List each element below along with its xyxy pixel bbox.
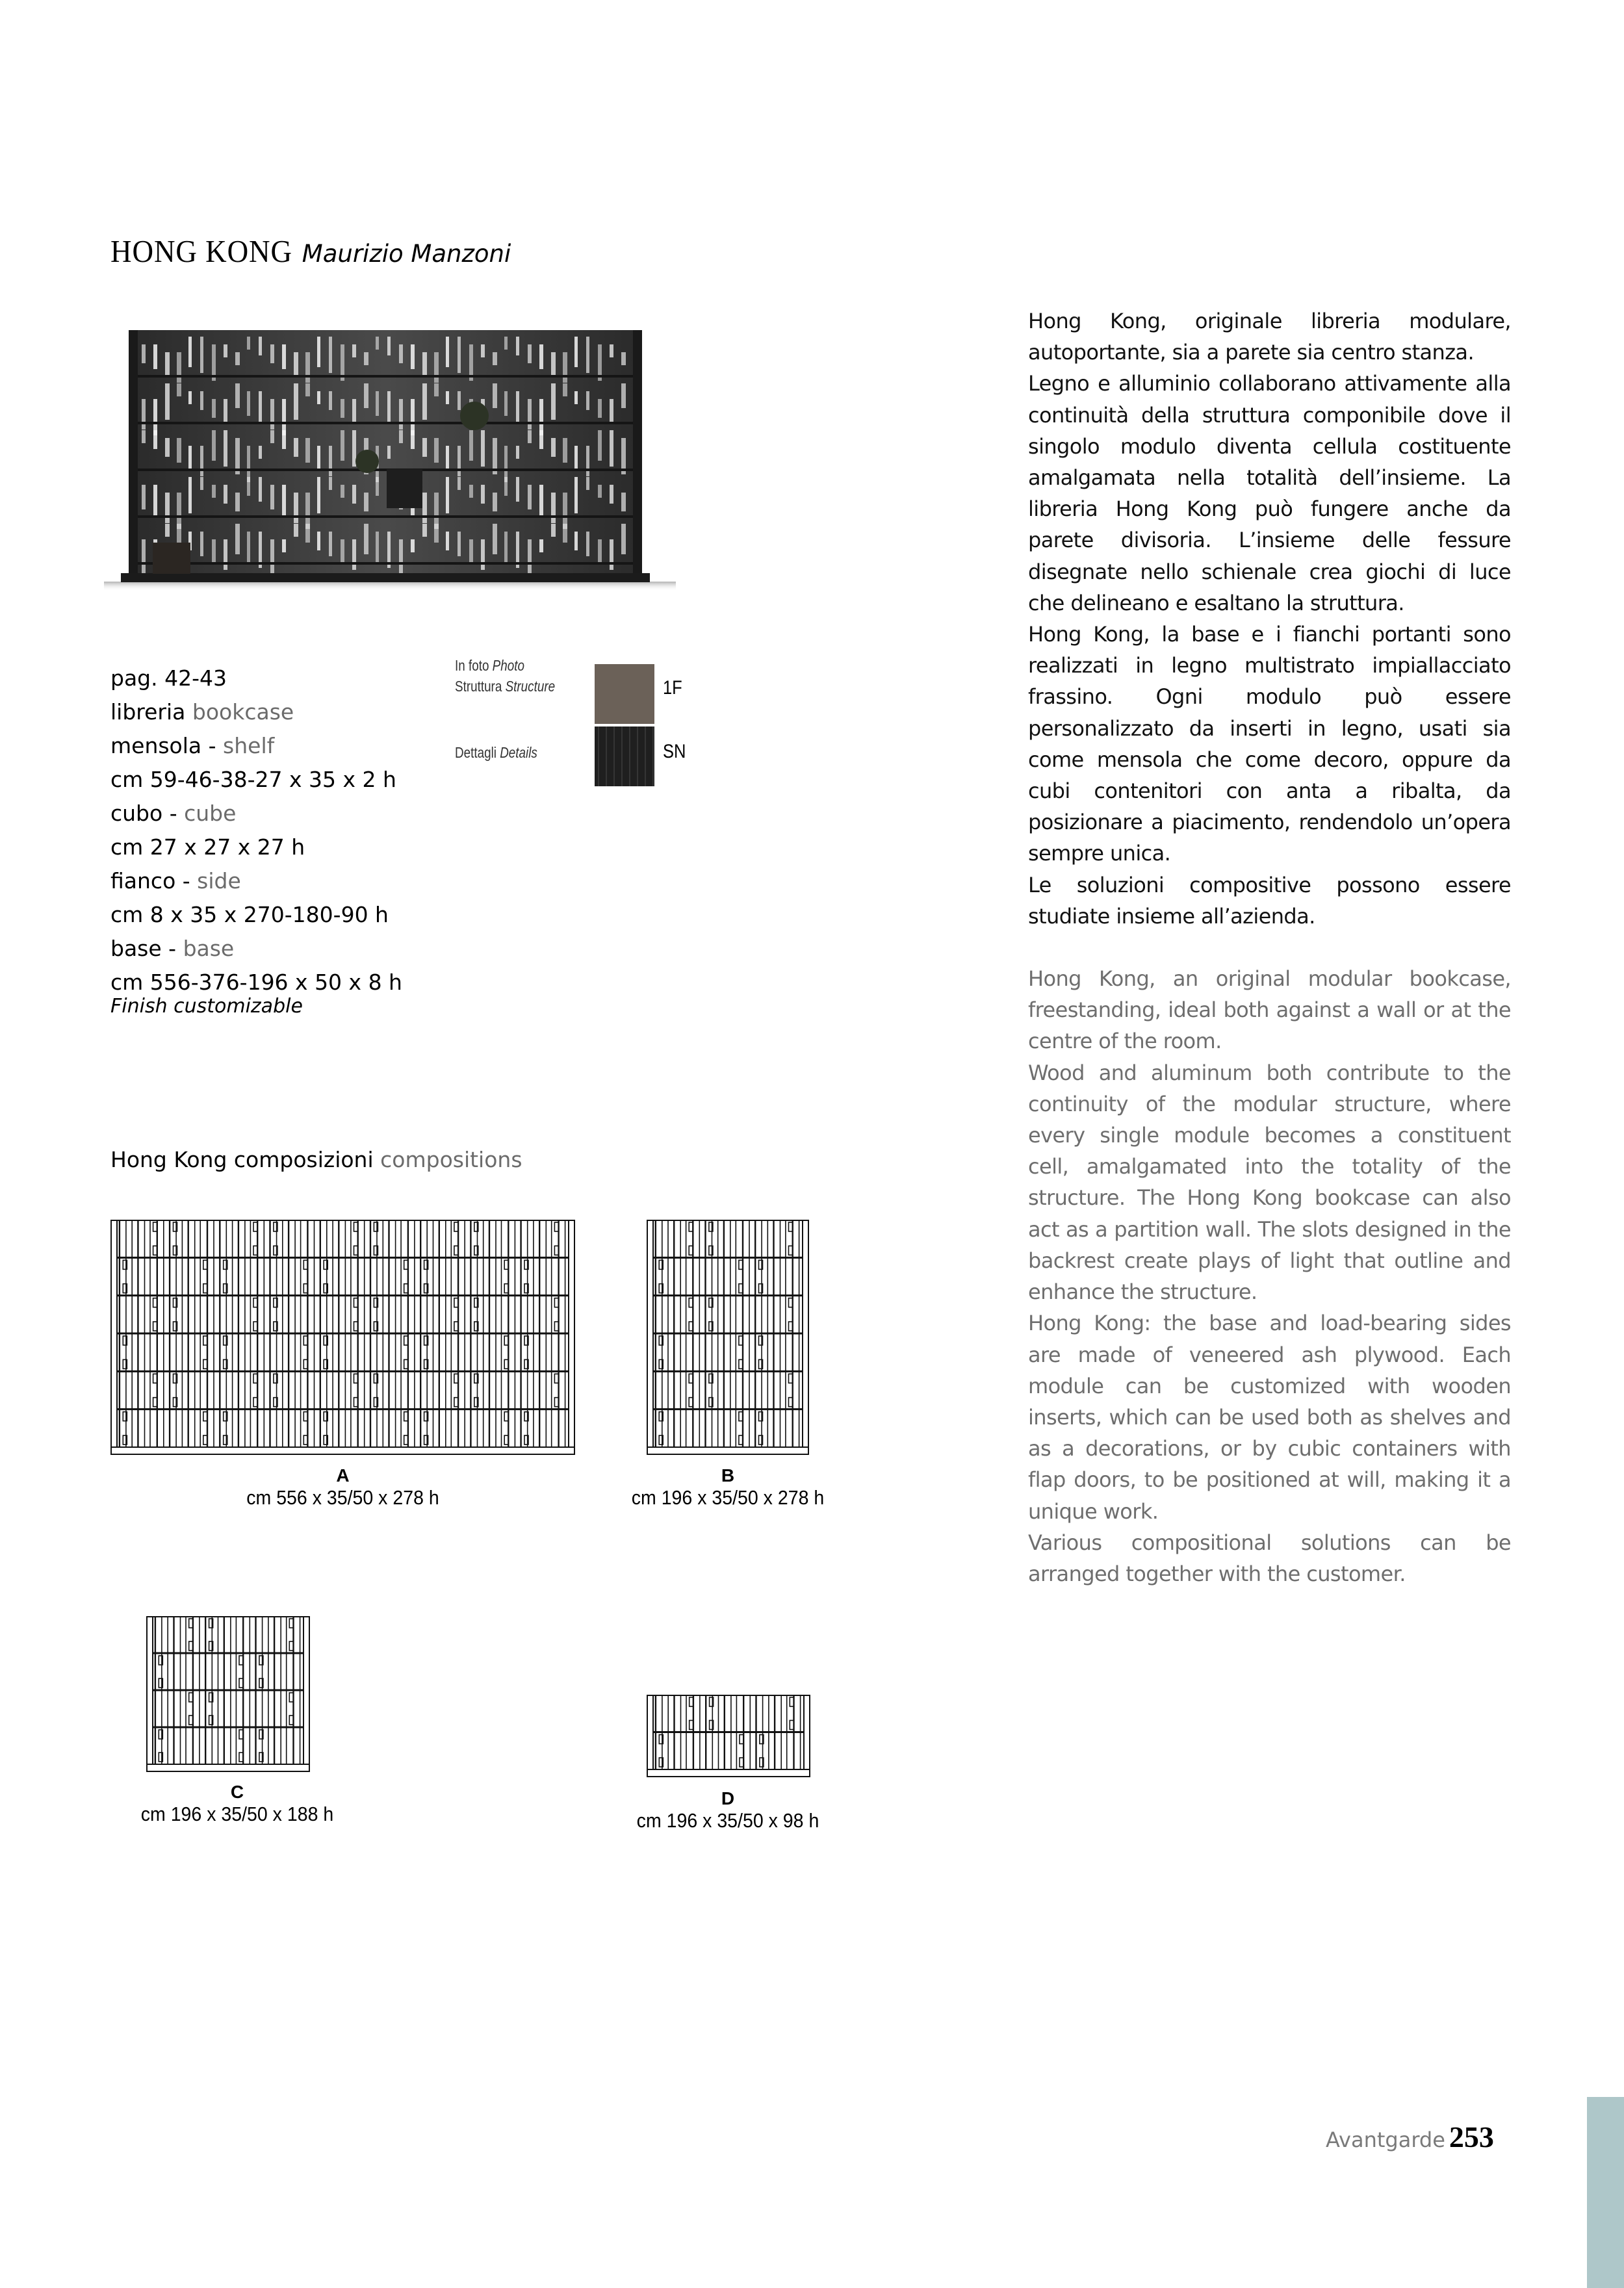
section-name: Avantgarde <box>1326 2127 1445 2152</box>
structure-finish-code: 1F <box>663 677 682 699</box>
spec-side: fianco - side <box>110 868 241 893</box>
composition-b-drawing <box>647 1220 809 1455</box>
composition-dimensions: cm 196 x 35/50 x 98 h <box>636 1809 819 1832</box>
composition-letter: B <box>721 1465 735 1485</box>
details-finish-swatch <box>595 726 654 786</box>
spec-side-dimensions: cm 8 x 35 x 270-180-90 h <box>110 902 389 927</box>
composition-b-caption <box>611 1465 845 1510</box>
description-italian: Hong Kong, originale libreria modulare, autoportante, sia a parete sia centro stanza. Legno e alluminio collaborano attivamente alla continuità della struttura componibile dove il singolo modulo diventa cellula costituente amalgamata nella totalità dell’insieme. La libreria Hong Kong può fungere anche da parete divisoria. L’insieme delle fessure disegnate nello schienale crea giochi di luce che delineano e esaltano la struttura. Hong Kong, la base e i fianchi portanti sono realizzati in legno multistrato impiallacciato frassino. Ogni modulo può essere personalizzato da inserti in legno, usati sia come mensola che come decoro, oppure da cubi contenitori con anta a ribalta, da posizionare a piacimento, rendendolo un’opera sempre unica. Le soluzioni compositive possono essere studiate insieme all’azienda. <box>1028 309 1511 929</box>
composition-dimensions: cm 196 x 35/50 x 188 h <box>140 1803 334 1825</box>
composition-d-drawing <box>647 1695 810 1777</box>
designer-name: Maurizio Manzoni <box>302 240 511 268</box>
spec-cube-dimensions: cm 27 x 27 x 27 h <box>110 834 305 860</box>
composition-c-caption <box>97 1782 377 1826</box>
product-photo <box>104 325 676 591</box>
composition-c-drawing <box>146 1616 310 1772</box>
structure-finish-swatch <box>595 664 654 724</box>
composition-a-drawing <box>110 1220 575 1455</box>
composition-letter: D <box>721 1788 735 1808</box>
page-footer <box>1326 2120 1494 2154</box>
description-english: Hong Kong, an original modular bookcase, freestanding, ideal both against a wall or at the centre of the room. Wood and aluminum both contribute to the continuity of the modular structure, where every single module becomes a constituent cell, amalgamated into the totality of the structure. The Hong Kong bookcase can also act as a partition wall. The slots designed in the backrest create plays of light that outline and enhance the structure. Hong Kong: the base and load-bearing sides are made of veneered ash plywood. Each module can be customized with wooden inserts, which can be used both as shelves and as a decorations, or by cubic containers with flap doors, to be positioned at will, making it a unique work. Various compositional solutions can be arranged together with the customer. <box>1028 966 1511 1586</box>
details-finish-code: SN <box>663 741 686 762</box>
composition-letter: C <box>230 1782 244 1802</box>
page-title <box>110 233 511 270</box>
product-name: HONG KONG <box>110 233 292 269</box>
spec-shelf-dimensions: cm 59-46-38-27 x 35 x 2 h <box>110 767 396 792</box>
composition-a-caption <box>110 1465 575 1510</box>
composition-letter: A <box>336 1465 350 1485</box>
spec-list <box>110 662 402 1018</box>
spec-base-dimensions: cm 556-376-196 x 50 x 8 h <box>110 970 402 995</box>
composition-d-caption <box>598 1788 858 1832</box>
composition-dimensions: cm 556 x 35/50 x 278 h <box>246 1486 439 1509</box>
finish-note: Finish customizable <box>110 995 303 1018</box>
structure-finish-label: In foto Photo Struttura Structure <box>455 657 556 695</box>
page-number: 253 <box>1449 2120 1494 2153</box>
section-tab-marker <box>1587 2097 1624 2288</box>
spec-bookcase: libreria bookcase <box>110 699 294 725</box>
spec-shelf: mensola - shelf <box>110 733 275 758</box>
product-description <box>1028 305 1511 1589</box>
spec-base: base - base <box>110 936 235 961</box>
spec-cube: cubo - cube <box>110 801 237 826</box>
bookcase-photo-illustration <box>104 325 676 591</box>
details-finish-label: Dettagli Details <box>455 744 537 761</box>
compositions-heading: Hong Kong composizioni compositions <box>110 1147 522 1172</box>
composition-dimensions: cm 196 x 35/50 x 278 h <box>631 1486 825 1509</box>
page-reference: pag. 42-43 <box>110 665 227 691</box>
